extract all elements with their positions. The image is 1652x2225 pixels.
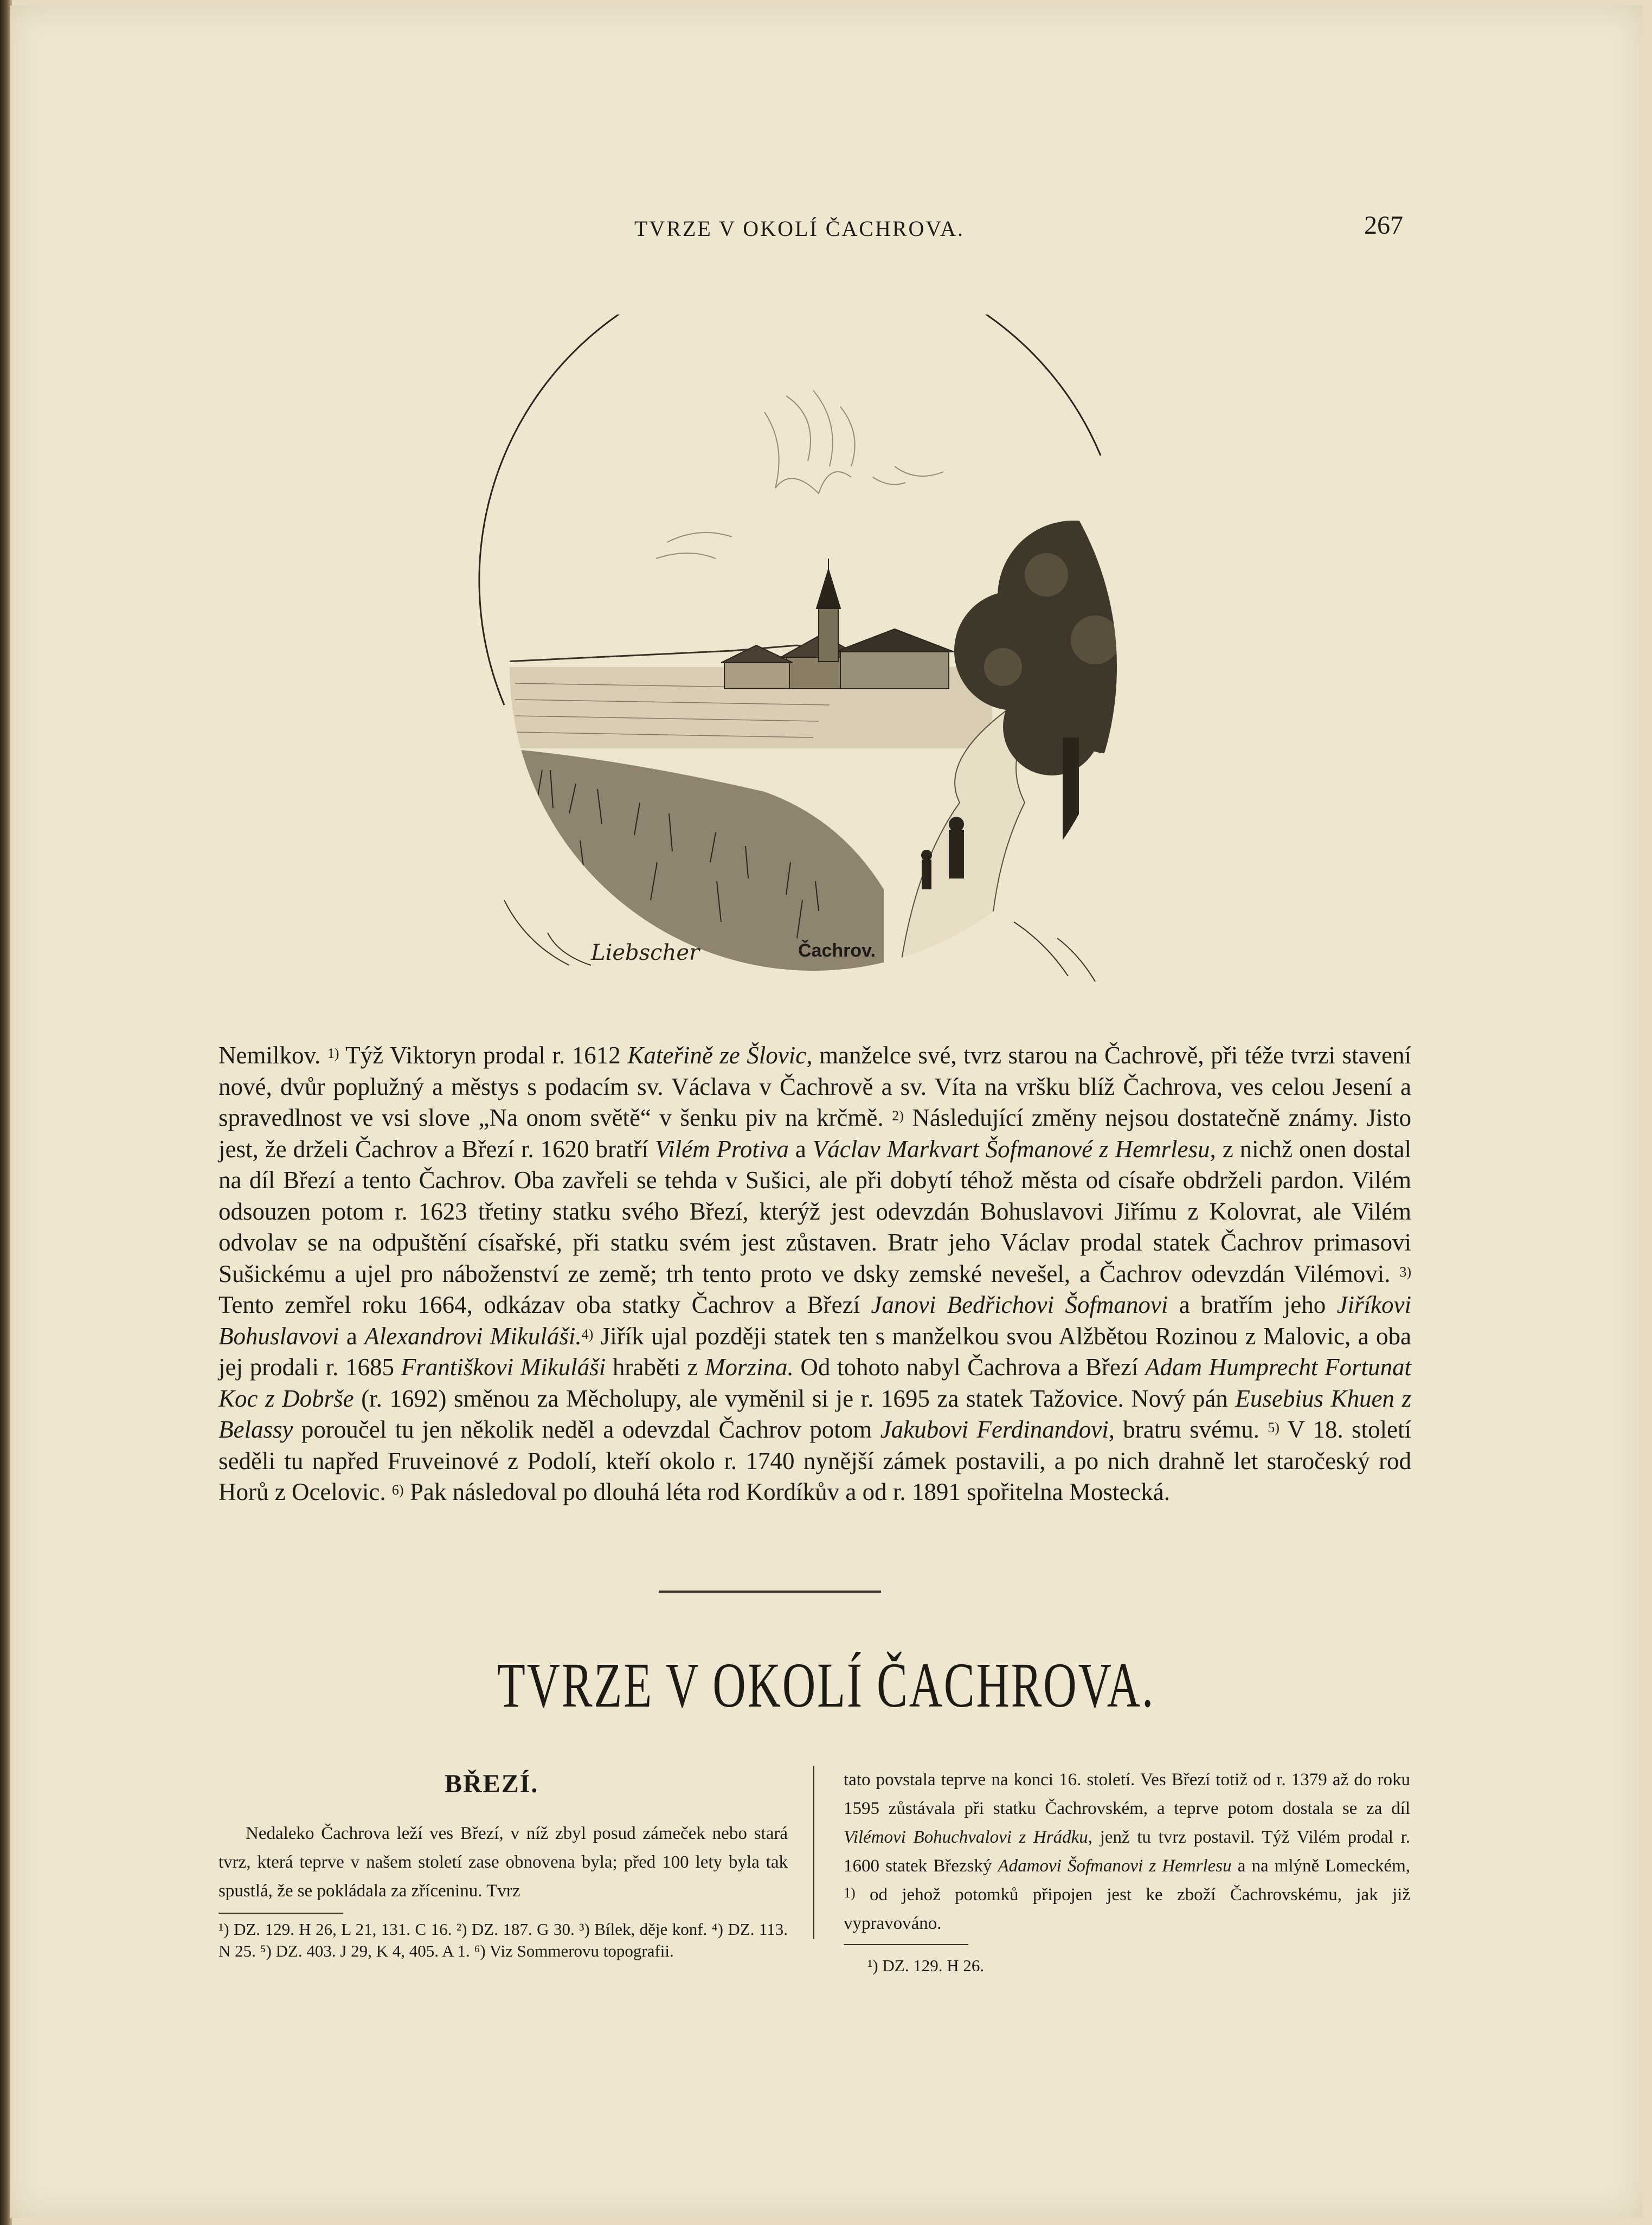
column-right-italic: Adamovi Šofmanovi z Hemrlesu xyxy=(998,1856,1232,1876)
page-number: 267 xyxy=(1364,211,1403,240)
column-right-text: od jehož potomků připojen jest ke zboží Čachrovskému, jak již vypravováno. xyxy=(844,1885,1410,1933)
body-footnote-ref: 4) xyxy=(581,1326,594,1342)
running-title: TVRZE V OKOLÍ ČACHROVA. xyxy=(634,216,965,241)
body-text: Jiřík ujal později statek ten s manželkou svou Alžbětou Rozinou z Malovic, a oba jej prodali r. 1685 xyxy=(218,1322,1411,1381)
body-text: bratru svému. xyxy=(1114,1416,1268,1443)
body-text: Pak následoval po dlouhá léta rod Kordíkův a od r. 1891 spořitelna Mostecká. xyxy=(403,1478,1171,1505)
body-text: V 18. století seděli tu napřed Fruveinové z Podolí, kteří okolo r. 1740 nynější zámek postavili, a po nich drahně let staročeský rod Horů z Ocelovic. xyxy=(218,1416,1412,1505)
body-text: (r. 1692) směnou za Měcholupy, ale vyměnil si je r. 1695 za statek Tažovice. Nový pán xyxy=(353,1384,1236,1412)
body-italic: Jiříkovi Bohuslavovi xyxy=(218,1291,1411,1350)
footnote-rule-right xyxy=(844,1944,968,1945)
column-left-text: Nedaleko Čachrova leží ves Březí, v níž zbyl posud zámeček nebo stará tvrz, která teprve v našem století zase obnovena byla; před 100 lety byla tak spustlá, že se pokládala za zříceninu. Tvrz xyxy=(218,1824,788,1901)
footnote-rule-left xyxy=(218,1913,343,1914)
column-right-text: tato povstala teprve na konci 16. století. Ves Březí totiž od r. 1379 až do roku 1595 zůstávala při statku Čachrovském, a teprve potom dostala se za díl xyxy=(844,1770,1410,1818)
body-footnote-ref: 2) xyxy=(892,1108,904,1124)
body-italic: Vilém Protiva xyxy=(654,1135,789,1163)
body-text: a xyxy=(788,1135,813,1163)
village-illustration xyxy=(461,315,1166,1019)
column-right-italic: Vilémovi Bohuchvalovi z Hrádku, xyxy=(844,1828,1093,1847)
body-italic: Janovi Bedřichovi Šofmanovi xyxy=(871,1291,1168,1318)
body-italic: Morzina. xyxy=(705,1354,794,1381)
column-right-text: a na mlýně Lomeckém, xyxy=(1231,1856,1410,1876)
footnotes-left: ¹) DZ. 129. H 26, L 21, 131. C 16. ²) DZ. 187. G 30. ³) Bílek, děje konf. ⁴) DZ. 113. N 25. ⁵) DZ. 403. J 29, K 4, 405. A 1. ⁶) Viz Sommerovu topografii. xyxy=(218,1920,788,1960)
body-footnote-ref: 5) xyxy=(1268,1420,1280,1435)
footnotes-right: ¹) DZ. 129. H 26. xyxy=(867,1956,985,1975)
column-right-text: jenž tu tvrz postavil. Týž Vilém prodal r. 1600 statek Březský xyxy=(844,1828,1410,1876)
body-text: a xyxy=(339,1322,365,1350)
column-right-footnote-ref: 1) xyxy=(844,1885,856,1901)
body-text: Týž Viktoryn prodal r. 1612 xyxy=(339,1042,628,1069)
body-text: Následující změny nejsou dostatečně známy. Jisto jest, že drželi Čachrov a Březí r. 1620 bratří xyxy=(218,1104,1411,1163)
body-text: Nemilkov. xyxy=(218,1042,327,1069)
body-italic: Františkovi Mikuláši xyxy=(401,1354,606,1381)
body-text: Od tohoto nabyl Čachrova a Březí xyxy=(793,1354,1145,1381)
main-paragraph xyxy=(218,1040,1411,1508)
column-right-text xyxy=(844,1766,1410,1938)
body-italic: Adam Humprecht Fortunat Koc z Dobrše xyxy=(218,1354,1412,1412)
body-footnote-ref: 1) xyxy=(327,1046,339,1061)
body-italic: Kateřině ze Šlovic, xyxy=(627,1042,813,1069)
body-italic: Alexandrovi Mikuláši. xyxy=(364,1322,582,1350)
artist-signature: Liebscher xyxy=(591,940,700,965)
body-text xyxy=(218,1040,1411,1508)
body-italic: Eusebius Khuen z Belassy xyxy=(218,1384,1411,1443)
body-italic: Jakubovi Ferdinandovi, xyxy=(880,1416,1115,1443)
body-footnote-ref: 3) xyxy=(1399,1264,1411,1280)
body-text: poroučel tu jen několik neděl a odevzdal Čachrov potom xyxy=(293,1416,880,1443)
section-title: TVRZE V OKOLÍ ČACHROVA. xyxy=(497,1650,1155,1721)
section-subtitle: BŘEZÍ. xyxy=(445,1769,539,1798)
body-text: z nichž onen dostal na díl Březí a tento Čachrov. Oba zavřeli se tehda v Sušici, ale při dobytí téhož města od císaře obdrželi pardon. Vilém odsouzen potom r. 1623 třetiny statku svého Březí, kterýž jest odevzdán Bohuslavovi Jiřímu z Kolovrat, ale Vilém odvolav se na odpuštění císařské, při statku svém jest zůstaven. Bratr jeho Václav prodal statek Čachrov primasovi Sušickému a ujel pro náboženství ze země; trh tento proto ve dsky zemské nevešel, a Čachrov odevzdán Vilémovi. xyxy=(218,1135,1411,1287)
body-text: hraběti z xyxy=(606,1354,705,1381)
body-text: Tento zemřel roku 1664, odkázav oba statky Čachrov a Březí xyxy=(218,1291,871,1318)
body-text: manželce své, tvrz starou na Čachrově, při téže tvrzi stavení nové, dvůr poplužný a městys s podacím sv. Václava v Čachrově a sv. Víta na vršku blíž Čachrova, ves celou Jesení a spravedlnost ve vsi slove „Na onom světě“ v šenku piv na krčmě. xyxy=(218,1042,1411,1131)
figure-caption: Čachrov. xyxy=(798,940,876,961)
column-divider xyxy=(813,1766,814,1939)
body-text: a bratřím jeho xyxy=(1168,1291,1337,1318)
body-italic: Václav Markvart Šofmanové z Hemrlesu, xyxy=(812,1135,1216,1163)
body-footnote-ref: 6) xyxy=(391,1482,404,1498)
section-divider xyxy=(659,1591,881,1593)
